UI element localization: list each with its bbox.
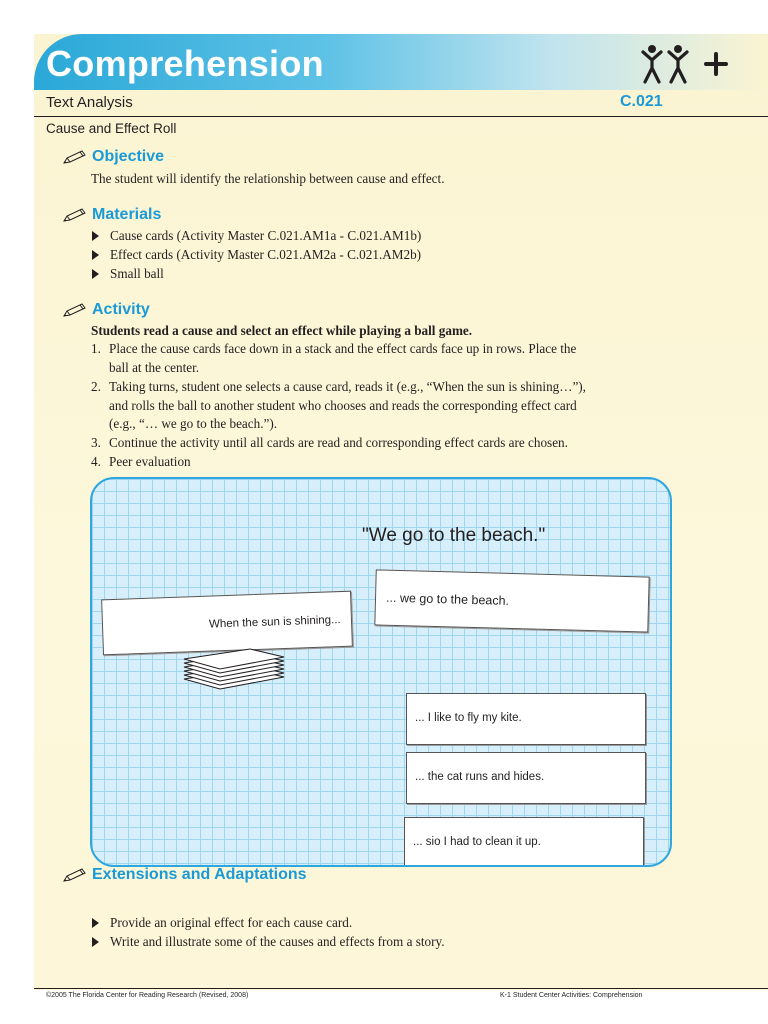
card-stack-icon <box>180 645 290 693</box>
pencil-icon <box>62 302 88 318</box>
objective-label: Objective <box>92 148 165 165</box>
step-line: Peer evaluation <box>109 454 191 469</box>
list-item-text: Small ball <box>110 266 164 281</box>
step-number: 2. <box>91 379 101 394</box>
bullet-arrow-icon <box>92 937 99 947</box>
cause-card-text: When the sun is shining... <box>208 614 341 631</box>
materials-heading <box>62 206 161 224</box>
activity-illustration <box>90 477 672 867</box>
list-item-text: Effect cards (Activity Master C.021.AM2a - C.021.AM2b) <box>110 247 422 262</box>
step-line: Continue the activity until all cards are read and corresponding effect cards are chosen. <box>109 435 568 450</box>
footer-series: K-1 Student Center Activities: Comprehension <box>500 992 643 999</box>
pencil-icon <box>62 207 88 223</box>
list-item <box>91 264 164 283</box>
effect-card-text: ... the cat runs and hides. <box>415 771 545 783</box>
footer-divider <box>34 988 768 989</box>
list-item <box>91 913 352 932</box>
activity-heading <box>62 301 150 319</box>
pencil-icon <box>62 867 88 883</box>
list-item-text: Provide an original effect for each cause card. <box>110 915 353 930</box>
activity-label: Activity <box>92 301 150 318</box>
step-line: and rolls the ball to another student who chooses and reads the corresponding effect card <box>109 397 577 413</box>
divider <box>34 116 768 117</box>
activity-step <box>91 434 701 453</box>
activity-name: Cause and Effect Roll <box>46 121 177 136</box>
bullet-arrow-icon <box>92 269 99 279</box>
pencil-icon <box>62 149 88 165</box>
effect-card <box>404 817 644 867</box>
step-line: Taking turns, student one selects a cause card, reads it (e.g., “When the sun is shining…”), <box>109 379 586 394</box>
effect-card <box>406 693 646 745</box>
extensions-label: Extensions and Adaptations <box>92 866 307 883</box>
effect-card-text: ... I like to fly my kite. <box>415 712 522 724</box>
step-line: (e.g., “… we go to the beach.”). <box>109 416 278 431</box>
activity-code: C.021 <box>620 93 663 110</box>
speech-quote: "We go to the beach." <box>362 525 546 546</box>
activity-step <box>91 340 701 377</box>
bullet-arrow-icon <box>92 250 99 260</box>
effect-card-text: ... we go to the beach. <box>385 590 510 608</box>
step-number: 3. <box>91 435 101 450</box>
list-item <box>91 226 421 245</box>
step-line: Place the cause cards face down in a stack and the effect cards face up in rows. Place the <box>109 341 577 356</box>
footer-copyright: ©2005 The Florida Center for Reading Research (Revised, 2008) <box>46 992 249 999</box>
extensions-heading <box>62 866 307 884</box>
activity-step <box>91 453 701 472</box>
activity-step <box>91 378 701 434</box>
step-number: 4. <box>91 454 101 469</box>
page-title: Comprehension <box>46 43 324 84</box>
bullet-arrow-icon <box>92 918 99 928</box>
list-item <box>91 245 421 264</box>
students-group-icon <box>640 44 730 84</box>
effect-card-text: ... sio I had to clean it up. <box>413 836 541 848</box>
subtitle: Text Analysis <box>46 94 133 111</box>
effect-card <box>406 752 646 804</box>
objective-text: The student will identify the relationship between cause and effect. <box>91 171 445 186</box>
step-number: 1. <box>91 341 101 356</box>
activity-intro: Students read a cause and select an effect while playing a ball game. <box>91 323 473 338</box>
materials-label: Materials <box>92 206 162 223</box>
list-item-text: Cause cards (Activity Master C.021.AM1a - C.021.AM1b) <box>110 228 422 243</box>
objective-heading <box>62 148 164 166</box>
list-item-text: Write and illustrate some of the causes and effects from a story. <box>110 934 445 949</box>
step-line: ball at the center. <box>109 359 200 375</box>
list-item <box>91 932 445 951</box>
bullet-arrow-icon <box>92 231 99 241</box>
effect-card-chosen <box>374 569 649 632</box>
